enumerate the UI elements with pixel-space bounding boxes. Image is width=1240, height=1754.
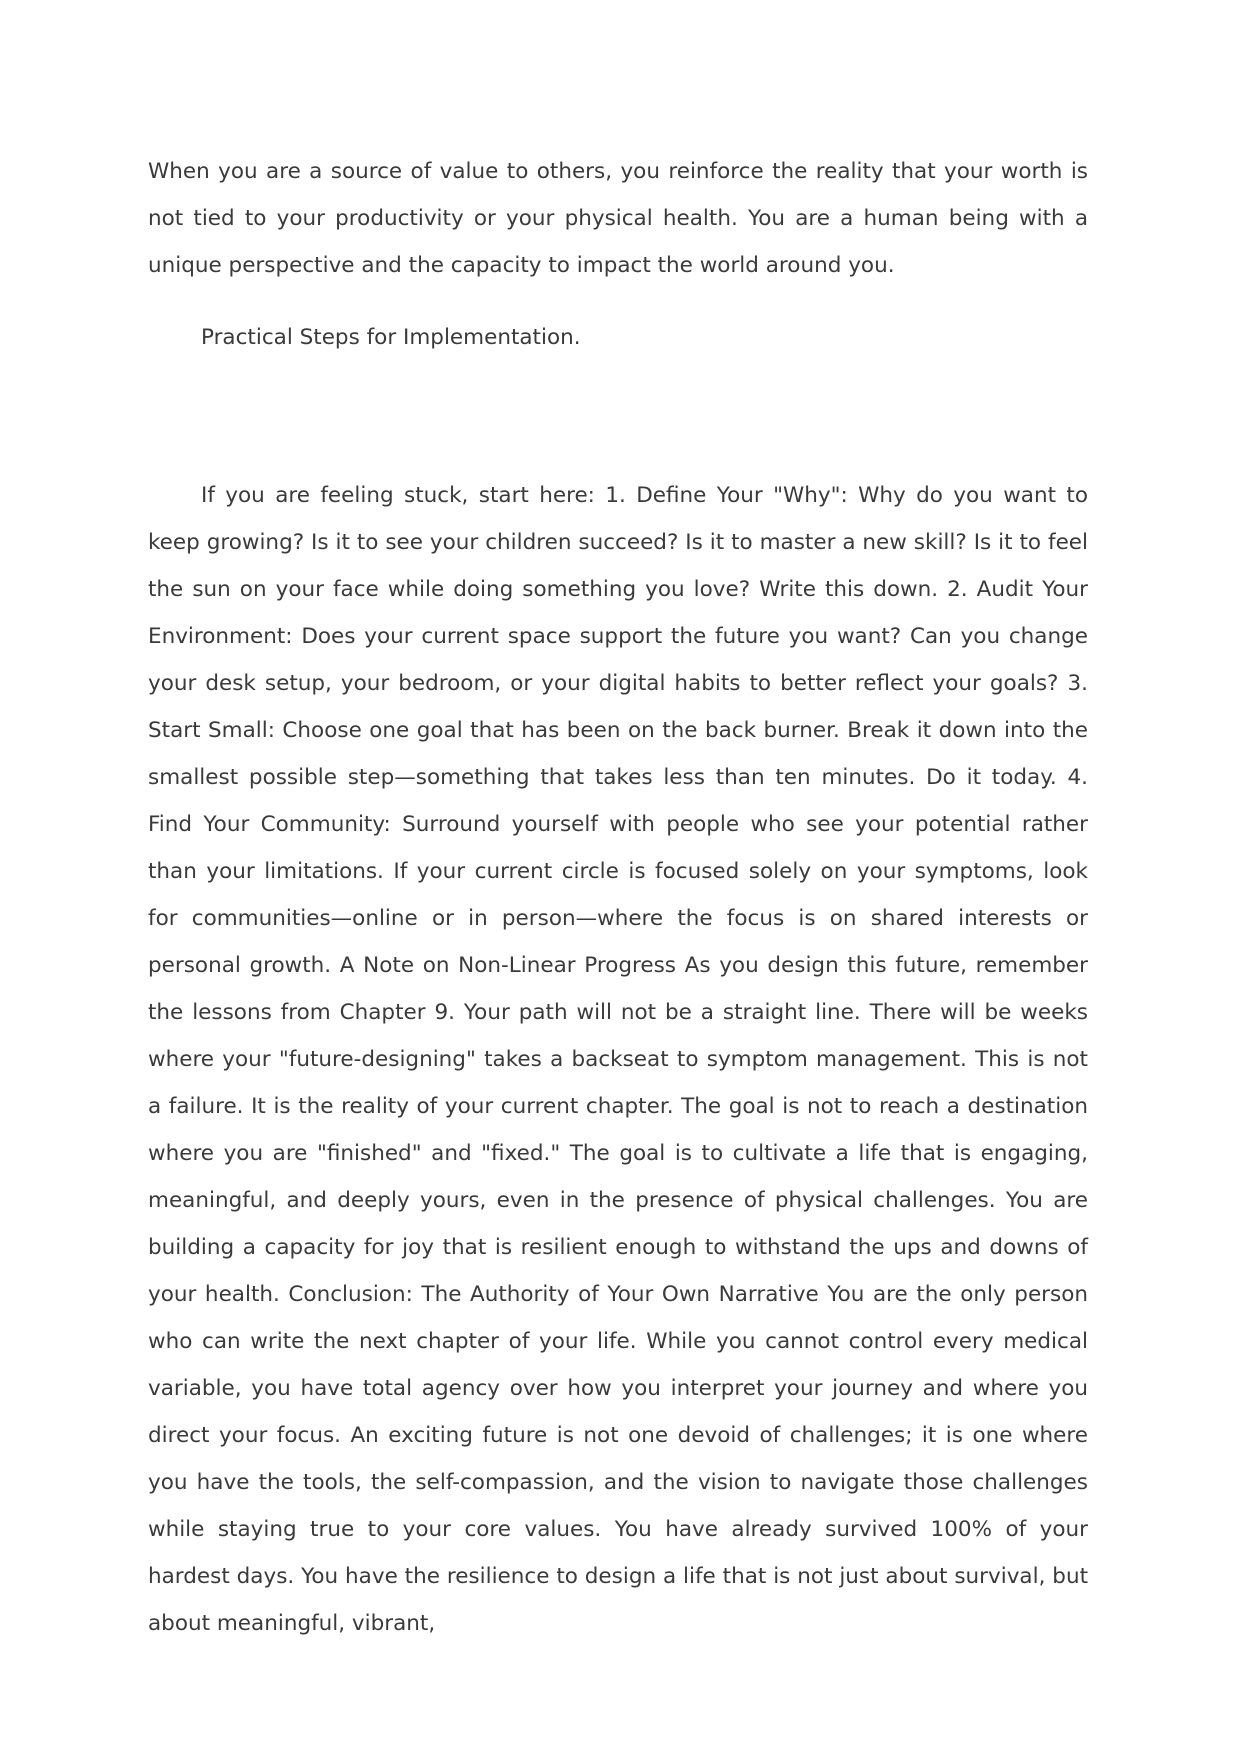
body-paragraph-worth: When you are a source of value to others, you reinforce the reality that your worth is not tied to your productivity or your physical health. You are a human being with a unique perspective and the capacity to impact the world around you. xyxy=(148,159,1088,278)
section-heading-practical-steps: Practical Steps for Implementation. xyxy=(201,325,581,350)
body-paragraph-steps: If you are feeling stuck, start here: 1. Define Your "Why": Why do you want to keep growing? Is it to see your children succeed? Is it to master a new skill? Is it to feel the sun on your face while doing something you love? Write this down. 2. Audit Your Environment: Does your current space support the future you want? Can you change your desk setup, your bedroom, or your digital habits to better reflect your goals? 3. Start Small: Choose one goal that has been on the back burner. Break it down into the smallest possible step—something that takes less than ten minutes. Do it today. 4. Find Your Community: Surround yourself with people who see your potential rather than your limitations. If your current circle is focused solely on your symptoms, look for communities—online or in person—where the focus is on shared interests or personal growth. A Note on Non-Linear Progress As you design this future, remember the lessons from Chapter 9. Your path will not be a straight line. There will be weeks where your "future-designing" takes a backseat to symptom management. This is not a failure. It is the reality of your current chapter. The goal is not to reach a destination where you are "finished" and "fixed." The goal is to cultivate a life that is engaging, meaningful, and deeply yours, even in the presence of physical challenges. You are building a capacity for joy that is resilient enough to withstand the ups and downs of your health. Conclusion: The Authority of Your Own Narrative You are the only person who can write the next chapter of your life. While you cannot control every medical variable, you have total agency over how you interpret your journey and where you direct your focus. An exciting future is not one devoid of challenges; it is one where you have the tools, the self-compassion, and the vision to navigate those challenges while staying true to your core values. You have already survived 100% of your hardest days. You have the resilience to design a life that is not just about survival, but about meaningful, vibrant, xyxy=(148,483,1088,1636)
